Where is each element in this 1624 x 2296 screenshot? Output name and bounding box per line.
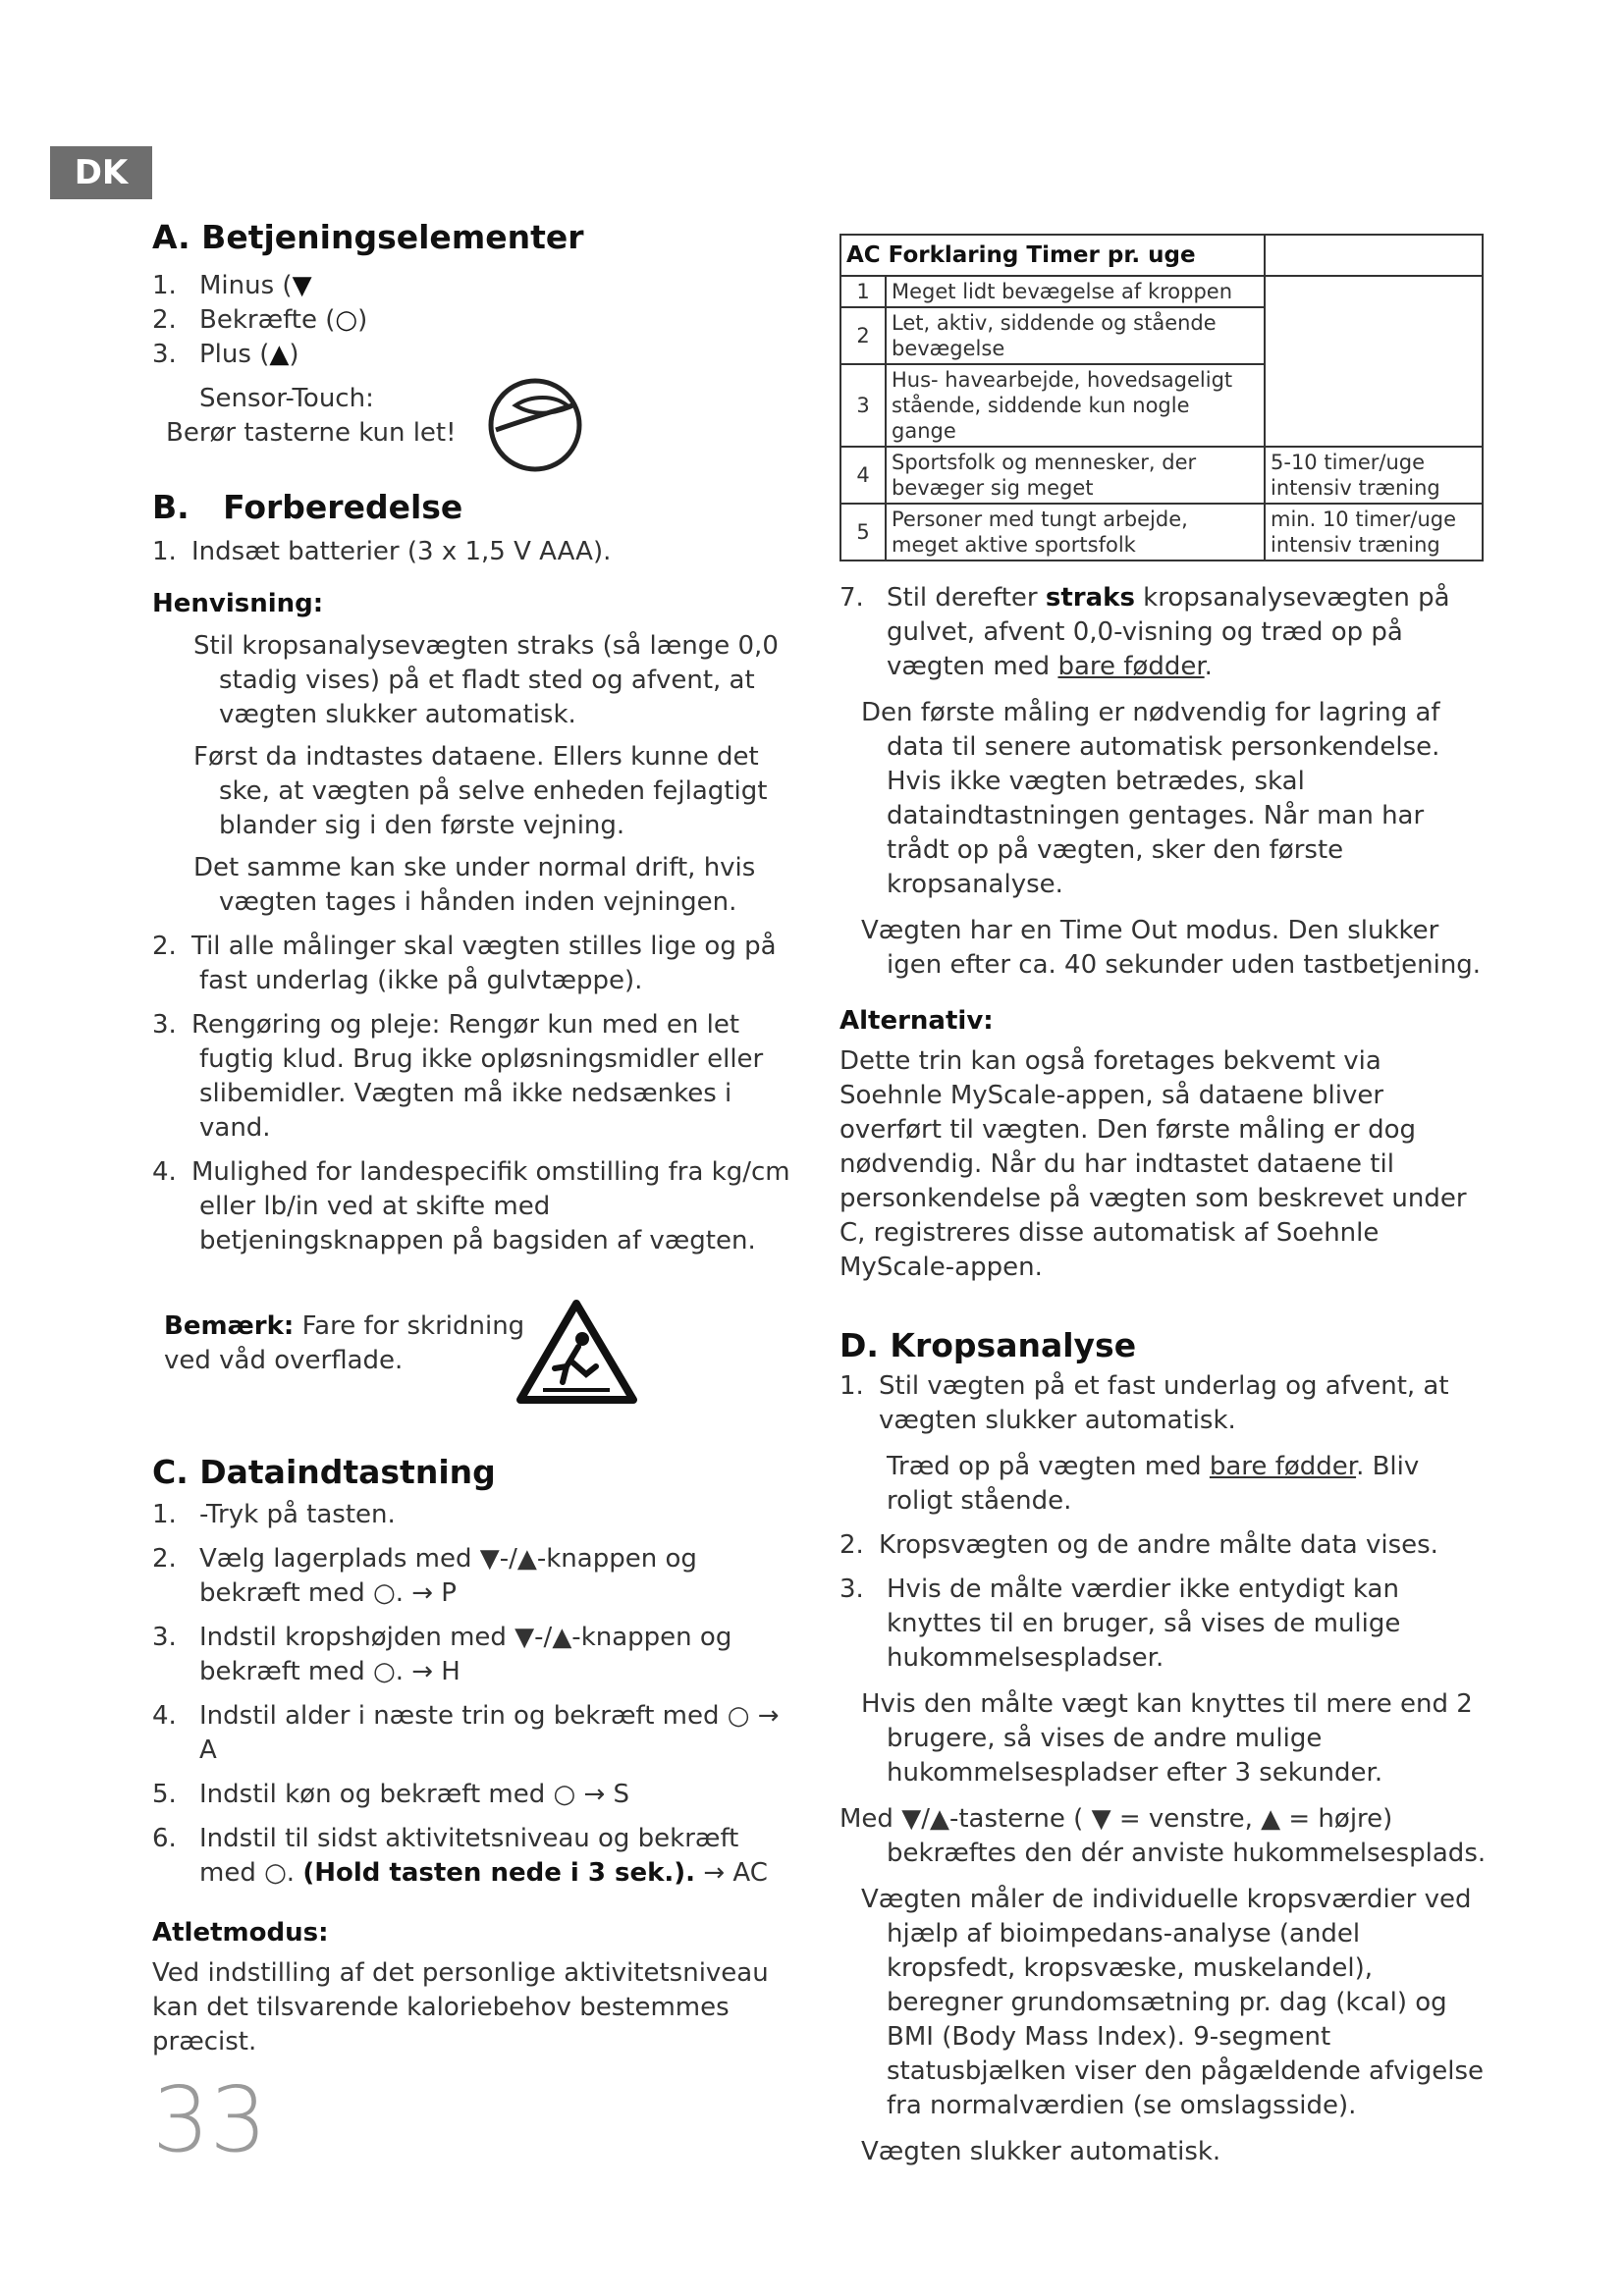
item-number: 1. — [152, 271, 177, 300]
table-header-empty — [1265, 235, 1483, 276]
item-number: 2. — [152, 932, 177, 961]
list-item — [152, 1699, 800, 1768]
item-number: 3. — [152, 1010, 177, 1040]
list-item — [152, 338, 800, 372]
table-row — [840, 276, 1483, 307]
paragraph: Den første måling er nødvendig for lagring af data til senere automatisk personkendelse. Hvis ikke vægten betrædes, skal dataindtastningen gentages. Når man har trådt op på vægten, sker den første kropsanalyse. — [861, 698, 1440, 899]
item-text: Indstil køn og bekræft med ○ → S — [199, 1780, 630, 1809]
table-cell: 3 — [840, 364, 886, 447]
table-cell: min. 10 timer/uge intensiv træning — [1265, 504, 1483, 561]
language-badge — [50, 146, 152, 199]
item-number: 7. — [839, 583, 864, 613]
table-cell: Let, aktiv, siddende og stående bevægelse — [886, 307, 1265, 364]
list-item — [152, 1822, 800, 1891]
step-paragraph — [887, 1450, 1488, 1519]
list-item — [839, 581, 1488, 684]
table-cell: 5-10 timer/uge intensiv træning — [1265, 447, 1483, 504]
athlete-mode-text: Ved indstilling af det personlige aktivitetsniveau kan det tilsvarende kaloriebehov bestemmes præcist. — [152, 1958, 769, 2056]
step-text: Træd op på vægten med — [887, 1452, 1210, 1481]
alternative-text: Dette trin kan også foretages bekvemt via Soehnle MyScale-appen, så dataene bliver overført til vægten. Den første måling er dog nødvendig. Når du har indtastet dataene til personkendelse på vægten som beskrevet under C, registreres disse automatisk af Soehnle MyScale-appen. — [839, 1046, 1467, 1282]
item-number: 2. — [152, 1544, 177, 1574]
data-entry-list — [152, 1498, 800, 1891]
table-cell: Meget lidt bevægelse af kroppen — [886, 276, 1265, 307]
note-paragraph: Det samme kan ske under normal drift, hvis vægten tages i hånden inden vejningen. — [193, 853, 756, 917]
item-number: 4. — [152, 1157, 177, 1187]
section-a-title: A. Betjeningselementer — [152, 218, 584, 256]
item-text: Kropsvægten og de andre målte data vises. — [879, 1530, 1438, 1560]
item-number: 3. — [152, 1623, 177, 1652]
item-text: Indsæt batterier (3 x 1,5 V AAA). — [191, 537, 612, 566]
table-header: AC Forklaring Timer pr. uge — [840, 235, 1265, 276]
item-number: 6. — [152, 1824, 177, 1853]
warning-text: Fare for skridning — [294, 1311, 525, 1341]
item-underline: bare fødder — [1057, 652, 1205, 681]
left-column — [152, 216, 800, 2059]
item-label: Bekræfte ( — [199, 305, 336, 335]
table-cell: 4 — [840, 447, 886, 504]
list-item — [152, 1542, 800, 1611]
note-paragraph: Først da indtastes dataene. Ellers kunne det ske, at vægten på selve enheden fejlagtigt blander sig i den første vejning. — [193, 742, 768, 840]
item-number: 3. — [152, 340, 177, 369]
item-number: 1. — [839, 1371, 864, 1401]
item-emphasis: straks — [1045, 583, 1135, 613]
list-item — [152, 1778, 800, 1812]
item-text-cont: kropsanalysevægten på gulvet, afvent 0,0-visning og træd op på vægten med — [887, 583, 1450, 681]
list-item — [152, 1008, 800, 1146]
item-text: Indstil alder i næste trin og bekræft med ○ → A — [199, 1701, 780, 1765]
table-row — [840, 504, 1483, 561]
list-item — [152, 303, 800, 338]
sensor-touch-note — [152, 382, 800, 468]
section-d-title: D. Kropsanalyse — [839, 1326, 1137, 1364]
athlete-mode-heading: Atletmodus: — [152, 1918, 329, 1948]
warning-text-cont: ved våd overflade. — [164, 1346, 404, 1375]
item-number: 2. — [839, 1530, 864, 1560]
note-paragraph: Stil kropsanalysevægten straks (så længe 0,0 stadig vises) på et fladt sted og afvent, at vægten slukker automatisk. — [193, 631, 779, 729]
item-text: Til alle målinger skal vægten stilles lige og på fast underlag (ikke på gulvtæppe). — [191, 932, 777, 995]
table-cell — [1265, 276, 1483, 447]
table-cell: Personer med tungt arbejde, meget aktive sportsfolk — [886, 504, 1265, 561]
item-number: 2. — [152, 305, 177, 335]
item-number: 1. — [152, 1500, 177, 1529]
list-item — [152, 1621, 800, 1689]
table-cell: 5 — [840, 504, 886, 561]
table-header-row — [840, 235, 1483, 276]
touch-finger-icon — [486, 376, 584, 474]
list-item — [152, 269, 800, 303]
table-row — [840, 447, 1483, 504]
item-text: -Tryk på tasten. — [199, 1500, 396, 1529]
list-item — [839, 1573, 1488, 1676]
item-number: 3. — [839, 1575, 864, 1604]
section-c-title: C. Dataindtastning — [152, 1453, 496, 1491]
step-end: . Bliv roligt stående. — [887, 1452, 1420, 1516]
item-text: Vælg lagerplads med ▼-/▲-knappen og bekræft med ○. → P — [199, 1544, 697, 1608]
section-b-title: B. Forberedelse — [152, 488, 463, 526]
table-cell: Hus- havearbejde, hovedsageligt stående, siddende kun nogle gange — [886, 364, 1265, 447]
item-text: Indstil til sidst aktivitetsniveau og bekræft med ○. — [199, 1824, 739, 1888]
paragraph: Vægten måler de individuelle kropsværdier ved hjælp af bioimpedans-analyse (andel kropsfedt, kropsvæske, muskelandel), beregner grundomsætning pr. dag (kcal) og BMI (Body Mass Index). 9-segment statusbjælken viser den pågældende afvigelse fra normalværdien (se omslagsside). — [861, 1885, 1484, 2120]
item-label: Minus ( — [199, 271, 293, 300]
list-item — [152, 1155, 800, 1258]
note-heading: Henvisning: — [152, 589, 324, 618]
list-item — [152, 535, 800, 569]
table-cell: 1 — [840, 276, 886, 307]
item-emphasis: (Hold tasten nede i 3 sek.). — [302, 1858, 696, 1888]
alternative-heading: Alternativ: — [839, 1006, 994, 1036]
sensor-touch-label: Sensor-Touch: — [199, 384, 374, 413]
step-underline: bare fødder — [1209, 1452, 1357, 1481]
item-label: Plus ( — [199, 340, 270, 369]
item-close: ) — [289, 340, 299, 369]
list-item — [839, 1369, 1488, 1438]
item-end: . — [1204, 652, 1213, 681]
slip-warning — [152, 1298, 800, 1406]
item-text: Indstil kropshøjden med ▼-/▲-knappen og bekræft med ○. → H — [199, 1623, 732, 1686]
language-code: DK — [74, 152, 129, 192]
sensor-touch-hint: Berør tasterne kun let! — [166, 418, 457, 448]
paragraph: Vægten har en Time Out modus. Den slukker igen efter ca. 40 sekunder uden tastbetjening. — [861, 916, 1482, 980]
list-item — [152, 1498, 800, 1532]
item-number: 1. — [152, 537, 177, 566]
minus-icon: ▼ — [292, 271, 312, 300]
item-text: Mulighed for landespecifik omstilling fra kg/cm eller lb/in ved at skifte med betjeningsknappen på bagsiden af vægten. — [191, 1157, 790, 1255]
item-text: Stil vægten på et fast underlag og afvent, at vægten slukker automatisk. — [879, 1371, 1449, 1435]
paragraph: Vægten slukker automatisk. — [861, 2137, 1221, 2166]
activity-table — [839, 234, 1484, 561]
item-close: ) — [357, 305, 368, 335]
controls-list — [152, 269, 800, 372]
slippery-floor-warning-icon — [515, 1298, 638, 1406]
warning-label: Bemærk: — [164, 1311, 295, 1341]
item-text: Hvis de målte værdier ikke entydigt kan knyttes til en bruger, så vises de mulige hukommelsespladser. — [887, 1575, 1401, 1673]
item-tail: → AC — [695, 1858, 768, 1888]
table-cell: 2 — [840, 307, 886, 364]
list-item — [839, 1528, 1488, 1563]
right-column — [839, 234, 1488, 2169]
paragraph: Hvis den målte vægt kan knyttes til mere end 2 brugere, så vises de andre mulige hukommelsespladser efter 3 sekunder. — [861, 1689, 1473, 1788]
paragraph: Med ▼/▲-tasterne ( ▼ = venstre, ▲ = højre) bekræftes den dér anviste hukommelsesplads. — [839, 1804, 1487, 1868]
plus-icon: ▲ — [269, 340, 290, 369]
item-text: Rengøring og pleje: Rengør kun med en let fugtig klud. Brug ikke opløsningsmidler eller slibemidler. Vægten må ikke nedsænkes i vand. — [191, 1010, 764, 1143]
item-text: Stil derefter — [887, 583, 1046, 613]
table-cell: Sportsfolk og mennesker, der bevæger sig meget — [886, 447, 1265, 504]
item-number: 5. — [152, 1780, 177, 1809]
page-number: 33 — [152, 2067, 268, 2172]
confirm-icon: ○ — [335, 305, 358, 335]
item-number: 4. — [152, 1701, 177, 1731]
list-item — [152, 930, 800, 998]
